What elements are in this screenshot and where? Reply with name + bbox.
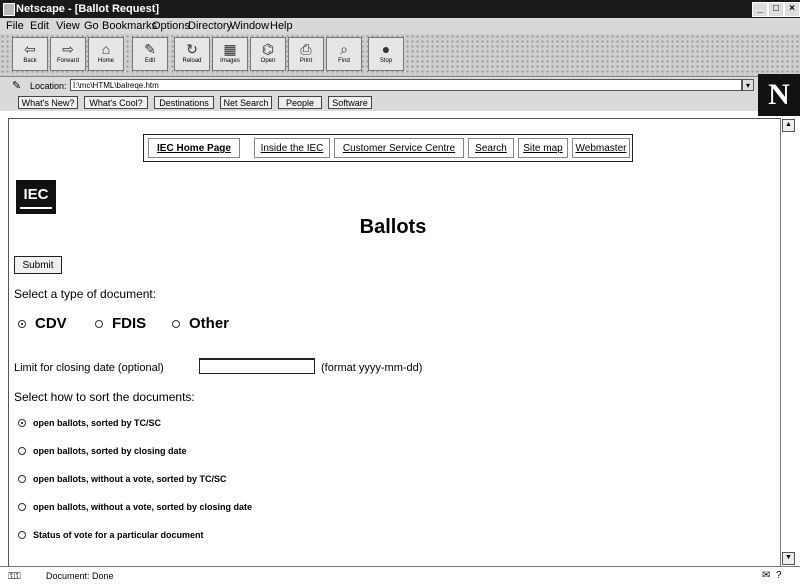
radio-sort-closing-date[interactable]: [18, 447, 26, 455]
menu-file[interactable]: File: [6, 20, 24, 32]
whats-cool-button[interactable]: What's Cool?: [84, 96, 148, 109]
nav-search[interactable]: Search: [468, 138, 514, 158]
printer-icon: ⎙: [300, 41, 312, 57]
page-title: Ballots: [359, 216, 427, 238]
sort-option-label: Status of vote for a particular document: [33, 530, 204, 540]
back-icon: ⇦: [24, 41, 36, 57]
nav-inside-iec[interactable]: Inside the IEC: [254, 138, 330, 158]
scroll-up-arrow[interactable]: ▲: [782, 119, 795, 132]
print-button[interactable]: ⎙ Print: [288, 37, 324, 71]
radio-status-of-vote[interactable]: [18, 531, 26, 539]
date-format-hint: (format yyyy-mm-dd): [321, 362, 423, 374]
location-dropdown[interactable]: ▾: [742, 79, 754, 91]
open-icon: ⌬: [261, 41, 275, 57]
help-icon[interactable]: ?: [776, 570, 782, 581]
minimize-button[interactable]: _: [752, 2, 768, 17]
open-button[interactable]: ⌬ Open: [250, 37, 286, 71]
menu-edit[interactable]: Edit: [30, 20, 49, 32]
window-title: Netscape - [Ballot Request]: [16, 3, 160, 15]
destinations-button[interactable]: Destinations: [154, 96, 214, 109]
iec-logo[interactable]: IEC: [16, 180, 56, 214]
stop-button[interactable]: ● Stop: [368, 37, 404, 71]
mail-icon[interactable]: ✉: [762, 570, 771, 581]
images-icon: ▦: [223, 41, 237, 57]
net-search-button[interactable]: Net Search: [220, 96, 272, 109]
location-label: Location:: [30, 81, 67, 91]
radio-sort-novote-tcsc[interactable]: [18, 475, 26, 483]
radio-other-label: Other: [189, 315, 230, 332]
radio-cdv[interactable]: [18, 320, 26, 328]
sort-option-label: open ballots, sorted by closing date: [33, 446, 187, 456]
menu-directory[interactable]: Directory: [188, 20, 233, 32]
location-input[interactable]: I:\mc\HTML\balreqe.htm: [70, 79, 742, 91]
site-nav: [143, 134, 633, 162]
menu-options[interactable]: Options: [152, 20, 190, 32]
radio-fdis[interactable]: [95, 320, 103, 328]
nav-iec-home[interactable]: IEC Home Page: [148, 138, 240, 158]
app-icon: [3, 3, 15, 16]
menu-window[interactable]: Window: [230, 20, 270, 32]
sort-option-label: open ballots, without a vote, sorted by TC/SC: [33, 474, 227, 484]
maximize-button[interactable]: □: [768, 2, 784, 17]
security-key-icon: ⚿⚿: [8, 571, 20, 581]
people-button[interactable]: People: [278, 96, 322, 109]
sort-option-label: open ballots, without a vote, sorted by closing date: [33, 502, 253, 512]
menu-bookmarks[interactable]: Bookmarks: [102, 20, 158, 32]
edit-button[interactable]: ✎ Edit: [132, 37, 168, 71]
status-bar: [0, 566, 800, 587]
find-button[interactable]: ⌕ Find: [326, 37, 362, 71]
radio-other[interactable]: [172, 320, 180, 328]
radio-cdv-label: CDV: [35, 315, 67, 332]
close-button[interactable]: ×: [784, 2, 800, 17]
back-button[interactable]: ⇦ Back: [12, 37, 48, 71]
radio-sort-novote-closing[interactable]: [18, 503, 26, 511]
netscape-logo: N: [758, 74, 800, 116]
date-limit-label: Limit for closing date (optional): [14, 362, 164, 374]
software-button[interactable]: Software: [328, 96, 372, 109]
menu-bar: [0, 18, 800, 34]
menu-view[interactable]: View: [56, 20, 80, 32]
title-bar: [0, 0, 800, 18]
status-text: Document: Done: [46, 571, 114, 581]
location-bar: [0, 77, 760, 95]
scroll-down-arrow[interactable]: ▼: [782, 552, 795, 565]
images-button[interactable]: ▦ Images: [212, 37, 248, 71]
doc-type-prompt: Select a type of document:: [14, 287, 157, 301]
nav-webmaster[interactable]: Webmaster: [572, 138, 630, 158]
vertical-scrollbar[interactable]: [780, 118, 795, 566]
directory-bar: [0, 95, 760, 111]
nav-customer-service[interactable]: Customer Service Centre: [334, 138, 464, 158]
sort-prompt: Select how to sort the documents:: [14, 390, 195, 404]
reload-button[interactable]: ↻ Reload: [174, 37, 210, 71]
menu-go[interactable]: Go: [84, 20, 99, 32]
submit-button[interactable]: Submit: [14, 256, 62, 274]
home-icon: ⌂: [101, 41, 111, 57]
toolbar: [0, 34, 800, 77]
radio-fdis-label: FDIS: [112, 315, 147, 332]
closing-date-input[interactable]: [199, 358, 315, 374]
home-button[interactable]: ⌂ Home: [88, 37, 124, 71]
radio-sort-tcsc[interactable]: [18, 419, 26, 427]
binoculars-icon: ⌕: [340, 41, 348, 57]
menu-help[interactable]: Help: [270, 20, 293, 32]
forward-button[interactable]: ⇨ Forward: [50, 37, 86, 71]
reload-icon: ↻: [186, 41, 198, 57]
page-content: [8, 118, 781, 567]
nav-site-map[interactable]: Site map: [518, 138, 568, 158]
stop-icon: ●: [381, 41, 391, 57]
forward-icon: ⇨: [62, 41, 74, 57]
whats-new-button[interactable]: What's New?: [18, 96, 78, 109]
bookmark-icon[interactable]: ✎: [12, 80, 22, 92]
pencil-icon: ✎: [144, 41, 156, 57]
sort-option-label: open ballots, sorted by TC/SC: [33, 418, 162, 428]
